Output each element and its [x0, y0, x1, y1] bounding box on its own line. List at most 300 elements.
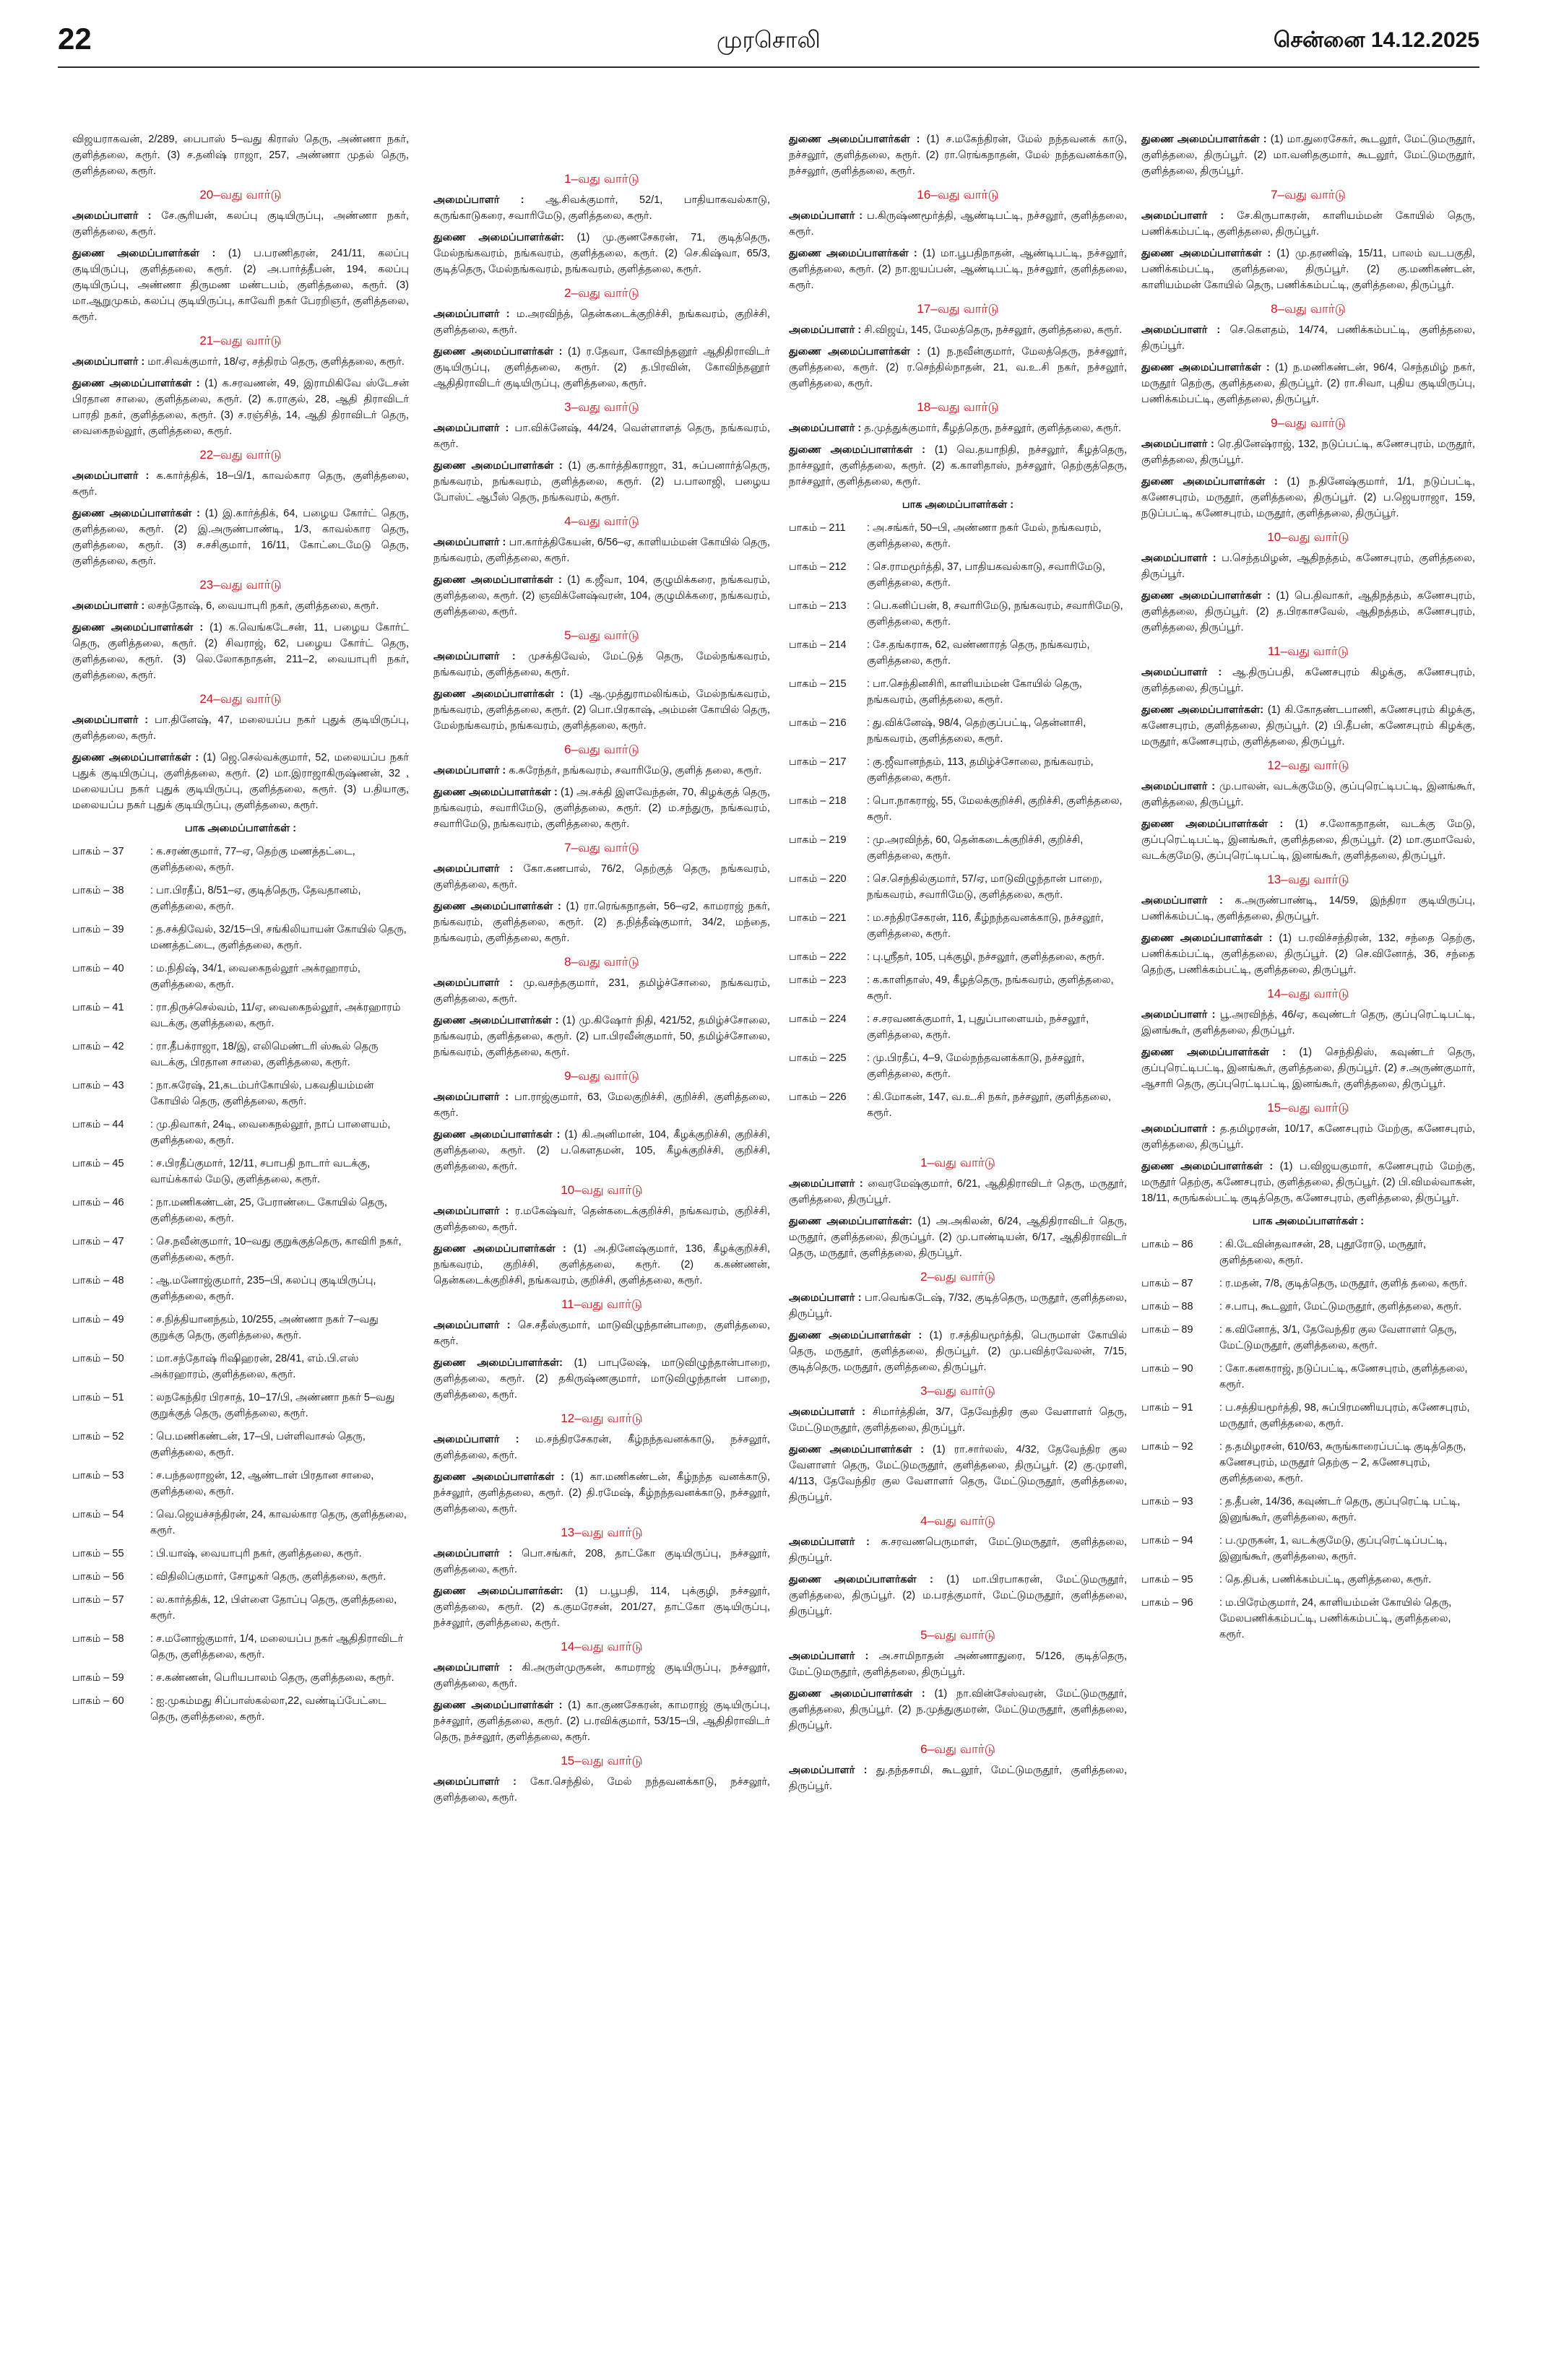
- officer-role-label: துணை அமைப்பாளர்கள் :: [1141, 590, 1271, 602]
- booth-number: பாகம் – 214: [789, 639, 847, 651]
- column-4: [1141, 131, 1475, 2371]
- officer-role-label: துணை அமைப்பாளர்கள்:: [433, 1585, 563, 1597]
- officer-details: செ.கௌதம், 14/74, பணிக்கம்பட்டி, குளித்தலை, திருப்பூர்.: [1141, 324, 1475, 352]
- officer-details: (1) மு.கிஷோர் நிதி, 421/52, தமிழ்ச்சோலை, நங்கவரம், குளித்தலை, கரூர். (2) பா.பிரவீன்குமார், 50, தமிழ்ச்சோலை, நங்கவரம், குளித்தலை, கரூர்.: [433, 1015, 770, 1058]
- page-header: [58, 20, 1479, 61]
- ward-heading: 15–வது வார்டு: [561, 1754, 643, 1767]
- officer-details: (1) அ.சக்தி இளவேந்தன், 70, கிழக்குத் தெரு, நங்கவரம், சவாரிமேடு, குளித்தலை, கரூர். (2) ம.சந்துரு, நங்கவரம், சவாரிமேடு, நங்கவரம், குளித்தலை, கரூர்.: [433, 787, 770, 830]
- booth-officer: : பொ.நாகராஜ், 55, மேலக்குறிச்சி, குறிச்சி, குளித்தலை, கரூர்.: [867, 795, 1123, 823]
- officer-details: பா.கார்த்திகேயன், 6/56–ஏ, காளியம்மன் கோயில் தெரு, நங்கவரம், குளித்தலை, கரூர்.: [433, 537, 770, 564]
- officer-details: பொ.சங்கர், 208, தாட்கோ குடியிருப்பு, நச்சலூர், குளித்தலை, கரூர்.: [433, 1548, 770, 1575]
- officer-entry: [1141, 588, 1475, 636]
- officer-entry: [433, 535, 770, 566]
- booth-number: பாகம் – 90: [1141, 1363, 1193, 1375]
- booth-number: பாகம் – 55: [72, 1548, 124, 1559]
- ward-heading: 10–வது வார்டு: [1267, 530, 1349, 544]
- officer-role-label: துணை அமைப்பாளர்கள் :: [1141, 476, 1278, 488]
- booth-entry: [72, 1351, 409, 1382]
- booth-officer: : து.விக்னேஷ், 98/4, தெற்குப்பட்டி, தென்னாசி, நங்கவரம், குளித்தலை, கரூர்.: [867, 717, 1086, 745]
- booth-number: பாகம் – 60: [72, 1695, 124, 1707]
- officer-entry: [1141, 665, 1475, 696]
- booth-entry: [789, 676, 1127, 708]
- booth-entry: [72, 1670, 409, 1686]
- booth-entry: [789, 1089, 1127, 1121]
- booth-number: பாகம் – 40: [72, 963, 124, 974]
- officer-details: லசந்தோஷ், 6, வையாபுரி நகர், குளித்தலை, கரூர்.: [147, 600, 379, 612]
- officer-role-label: துணை அமைப்பாளர்கள் :: [433, 1129, 561, 1141]
- officer-details: மா.சிவக்குமார், 18/ஏ, சத்திரம் தெரு, குளித்தலை, கரூர்.: [147, 356, 405, 368]
- booth-number: பாகம் – 46: [72, 1197, 124, 1208]
- officer-role-label: துணை அமைப்பாளர்கள் :: [433, 460, 563, 472]
- officer-details: (1) ச.மகேந்திரன், மேல் நந்தவனக் காடு, நச்சலூர், குளித்தலை, கரூர். (2) ரா.ரெங்கநாதன், மேல் நந்தவனக்காடு, நச்சலூர், குளித்தலை, கரூர்.: [789, 134, 1127, 177]
- officer-entry: [72, 468, 409, 500]
- officer-role-label: அமைப்பாளர் :: [1141, 667, 1222, 678]
- ward-heading: 7–வது வார்டு: [564, 841, 639, 854]
- officer-entry: [433, 686, 770, 734]
- booth-number: பாகம் – 44: [72, 1119, 124, 1130]
- officer-details: சு.சரவணபெருமாள், மேட்டுமருதூர், குளித்தலை, திருப்பூர்.: [789, 1536, 1127, 1564]
- booth-entry: [789, 754, 1127, 786]
- officer-role-label: துணை அமைப்பாளர்கள் :: [72, 752, 199, 763]
- officer-role-label: அமைப்பாளர் :: [433, 977, 514, 989]
- booth-entry: [1141, 1276, 1475, 1291]
- officer-details: பா.ராஜ்குமார், 63, மேலகுறிச்சி, குறிச்சி, குளித்தலை, கரூர்.: [433, 1091, 770, 1119]
- officer-entry: [433, 572, 770, 620]
- officer-role-label: துணை அமைப்பாளர்கள் :: [1141, 1047, 1286, 1058]
- officer-role-label: துணை அமைப்பாளர்கள்:: [433, 232, 564, 243]
- officer-details: க.அருண்பாண்டி, 14/59, இந்திரா குடியிருப்பு, பணிக்கம்பட்டி, குளித்தலை, திருப்பூர்.: [1141, 895, 1475, 922]
- booth-entry: [72, 1631, 409, 1663]
- booth-number: பாகம் – 224: [789, 1013, 847, 1025]
- booth-officer: : கி.டேவின்தவாசன், 28, புதூரோடு, மருதூர், குளித்தலை, கரூர்.: [1219, 1239, 1427, 1266]
- officer-role-label: அமைப்பாளர் :: [789, 1765, 868, 1776]
- officer-entry: [72, 712, 409, 744]
- booth-entry: [72, 922, 409, 953]
- officer-role-label: அமைப்பாளர் :: [1141, 553, 1216, 564]
- officer-details: (1) க.வெங்கடேசன், 11, பழைய கோர்ட் தெரு, குளித்தலை, கரூர். (2) சிவராஜ், 62, பழைய கோர்ட் தெரு, குளித்தலை, கரூர். (3) லெ.லோகநாதன், 211–2, வையாபுரி நகர், குளித்தலை, கரூர்.: [72, 622, 409, 681]
- booth-number: பாகம் – 43: [72, 1080, 124, 1091]
- booth-officer: : ம.சந்திரசேகரன், 116, கீழ்நந்தவனக்காடு, நச்சலூர், குளித்தலை, கரூர்.: [867, 912, 1104, 940]
- booth-officer: : த.தமிழரசன், 610/63, சுருங்காரைப்பட்டி குடித்தெரு, கணேசபுரம், மருதூர் தெற்கு – 2, கணேசபுரம், குளித்தலை, கரூர்.: [1219, 1441, 1466, 1484]
- officer-details: பா.தினேஷ், 47, மலையப்ப நகர் புதுக் குடியிருப்பு, குளித்தலை, கரூர்.: [72, 714, 409, 742]
- booth-officer: : த.தீபன், 14/36, கவுண்டர் தெரு, குப்புரெட்டி பட்டி, இனுங்கூர், குளித்தலை, கரூர்.: [1219, 1496, 1461, 1523]
- officer-details: (1) நா.வின்சேஸ்வரன், மேட்டுமருதூர், குளித்தலை, திருப்பூர். (2) ந.முத்துகுமரன், மேட்டுமருதூர், குளித்தலை, திருப்பூர்.: [789, 1688, 1127, 1731]
- officer-role-label: அமைப்பாளர் :: [1141, 1123, 1216, 1135]
- officer-details: (1) கா.மணிகண்டன், கீழ்நந்த வனக்காடு, நச்சலூர், குளித்தலை, கரூர். (2) தி.ரமேஷ், கீழ்நந்தவனக்காடு, நச்சலூர், குளித்தலை, கரூர்.: [433, 1471, 770, 1515]
- officer-entry: [433, 1203, 770, 1235]
- officer-details: (1) ர.தேவா, கோவிந்தனூர் ஆதிதிராவிடர் குடியிருப்பு, குளித்தலை, கரூர். (2) த.பிரவின், கோவிந்தனூர் ஆதிதிராவிடர் குடியிருப்பு, குளித்தலை, கரூர்.: [433, 346, 770, 389]
- officer-details: ர.மகேஷ்வர், தென்கடைக்குறிச்சி, நங்கவரம், குறிச்சி, குளித்தலை, கரூர்.: [433, 1206, 770, 1233]
- officer-entry: [1141, 1121, 1475, 1153]
- ward-heading: 9–வது வார்டு: [564, 1069, 639, 1083]
- officer-details: (1) ந.நவீன்குமார், மேலத்தெரு, நச்சலூர், குளித்தலை, கரூர். (2) ர.செந்தில்நாதன், 21, வ.உ.சி நகர், நச்சலூர், குளித்தலை, கரூர்.: [789, 346, 1127, 389]
- officer-role-label: துணை அமைப்பாளர்கள் :: [789, 134, 920, 145]
- officer-details: (1) மா.பிரபாகரன், மேட்டுமருதூர், குளித்தலை, திருப்பூர். (2) ம.பரத்குமார், மேட்டுமருதூர், குளித்தலை, திருப்பூர்.: [789, 1574, 1127, 1617]
- officer-role-label: அமைப்பாளர் :: [433, 194, 524, 206]
- officer-details: (1) ப.பூபதி, 114, புக்குழி, நச்சலூர், குளித்தலை, கரூர். (2) க.குமரேசன், 201/27, தாட்கோ குடியிருப்பு, நச்சலூர், குளித்தலை, கரூர்.: [433, 1585, 770, 1629]
- officer-entry: [1141, 930, 1475, 978]
- booth-officer: : ம.நிதிஷ், 34/1, வைகைநல்லூர் அக்ரஹாரம், குளித்தலை, கரூர்.: [150, 963, 360, 990]
- ward-heading: 18–வது வார்டு: [917, 400, 999, 414]
- booth-number: பாகம் – 94: [1141, 1535, 1193, 1546]
- officer-details: முசக்திவேல், மேட்டுத் தெரு, மேல்நங்கவரம், நங்கவரம், குளித்தலை, கரூர்.: [433, 651, 770, 678]
- booth-officer: : ப.சத்தியமூர்த்தி, 98, சுப்பிரமணியபுரம், கணேசபுரம், மருதூர், குளித்தலை, கரூர்.: [1219, 1402, 1470, 1429]
- officer-details: (1) அ.தினேஷ்குமார், 136, கீழக்குறிச்சி, நங்கவரம், குறிச்சி, குளித்தலை, கரூர். (2) க.கண்ணன், தென்கடைக்குறிச்சி, நங்கவரம், குறிச்சி, குளித்தலை, கரூர்.: [433, 1243, 770, 1286]
- officer-role-label: அமைப்பாளர் :: [433, 537, 506, 548]
- officer-role-label: அமைப்பாளர் :: [433, 1206, 509, 1217]
- column-3: [789, 131, 1127, 2371]
- officer-role-label: துணை அமைப்பாளர்கள் :: [433, 574, 562, 586]
- booth-officer: : ரா.திருச்செல்வம், 11/ஏ, வைகைநல்லூர், அக்ரஹாரம் வடக்கு, குளித்தலை, கரூர்.: [150, 1002, 401, 1029]
- booth-number: பாகம் – 215: [789, 678, 847, 690]
- booth-entry: [72, 1390, 409, 1421]
- officer-entry: [789, 1572, 1127, 1619]
- officer-details: து.தந்தசாமி, கூடலூர், மேட்டுமருதூர், குளித்தலை, திருப்பூர்.: [789, 1765, 1127, 1792]
- officer-entry: [433, 1013, 770, 1060]
- officer-role-label: அமைப்பாளர் :: [1141, 438, 1214, 450]
- booth-officer: : ம.பிரேம்குமார், 24, காளியம்மன் கோயில் தெரு, மேலபணிக்கம்பட்டி, பணிக்கம்பட்டி, குளித்தலை, கரூர்.: [1219, 1597, 1452, 1640]
- officer-entry: [789, 1686, 1127, 1734]
- ward-heading: 5–வது வார்டு: [564, 628, 639, 642]
- officer-role-label: அமைப்பாளர் :: [789, 1650, 869, 1662]
- booth-entry: [789, 715, 1127, 747]
- booth-officer: : பா.பிரதீப், 8/51–ஏ, குடித்தெரு, தேவதானம், குளித்தலை, கரூர்.: [150, 885, 361, 912]
- booth-number: பாகம் – 221: [789, 912, 847, 924]
- officer-details: அ.சாமிநாதன் அண்ணாதுரை, 5/126, குடித்தெரு, மேட்டுமருதூர், குளித்தலை, திருப்பூர்.: [789, 1650, 1127, 1678]
- officer-role-label: அமைப்பாளர் :: [1141, 1009, 1216, 1021]
- officer-entry: [433, 230, 770, 277]
- ward-heading: 17–வது வார்டு: [917, 302, 999, 316]
- booth-entry: [72, 1156, 409, 1187]
- booth-entry: [789, 871, 1127, 903]
- officer-entry: [433, 1774, 770, 1806]
- officer-details: பா.வெங்கடேஷ், 7/32, குடித்தெரு, மருதூர், குளித்தலை, திருப்பூர்.: [789, 1292, 1127, 1320]
- booth-entry: [72, 1569, 409, 1585]
- dateline: சென்னை 14.12.2025: [1273, 28, 1479, 52]
- booth-entry: [1141, 1400, 1475, 1432]
- booth-officer: : கு.ஜீவானந்தம், 113, தமிழ்ச்சோலை, நங்கவரம், குளித்தலை, கரூர்.: [867, 756, 1094, 784]
- booth-number: பாகம் – 87: [1141, 1278, 1193, 1289]
- officer-entry: [433, 1241, 770, 1289]
- officer-entry: [789, 208, 1127, 240]
- booth-officer: : ல.கார்த்திக், 12, பிள்ளை தோப்பு தெரு, குளித்தலை, கரூர்.: [150, 1594, 397, 1622]
- officer-details: ஆ.திருப்பதி, கணேசபுரம் கிழக்கு, கணேசபுரம், குளித்தலை, திருப்பூர்.: [1141, 667, 1475, 694]
- officer-entry: [433, 1546, 770, 1578]
- ward-heading: 12–வது வார்டு: [1267, 758, 1349, 772]
- officer-entry: [433, 763, 770, 779]
- booth-officer: : செ.செந்தில்குமார், 57/ஏ, மாடுவிழுந்தான் பாறை, நங்கவரம், சவாரிமேடு, குளித்தலை, கரூர்.: [867, 873, 1102, 901]
- booth-entry: [72, 1000, 409, 1031]
- booth-number: பாகம் – 211: [789, 522, 846, 534]
- ward-heading: 20–வது வார்டு: [199, 188, 282, 202]
- officer-role-label: துணை அமைப்பாளர்கள் :: [72, 622, 204, 633]
- booth-entry: [72, 844, 409, 875]
- officer-entry: [1141, 322, 1475, 354]
- officer-entry: [433, 1583, 770, 1631]
- ward-heading: 11–வது வார்டு: [561, 1297, 643, 1311]
- booth-officer: : ர.மதன், 7/8, குடித்தெரு, மருதூர், குளித் தலை, கரூர்.: [1219, 1278, 1468, 1289]
- booth-officer: : நா.சுரேஷ், 21,கடம்பர்கோயில், பகவதியம்மன் கோயில் தெரு, குளித்தலை, கரூர்.: [150, 1080, 374, 1107]
- officer-entry: [72, 354, 409, 370]
- booth-number: பாகம் – 225: [789, 1052, 847, 1064]
- ward-heading: 12–வது வார்டு: [561, 1411, 643, 1425]
- officer-details: சே.கிருபாகரன், காளியம்மன் கோயில் தெரு, பணிக்கம்பட்டி, குளித்தலை, திருப்பூர்.: [1141, 210, 1475, 238]
- officer-entry: [789, 1534, 1127, 1566]
- booth-entry: [1141, 1439, 1475, 1487]
- booth-entry: [789, 1011, 1127, 1043]
- booth-entry: [72, 1273, 409, 1304]
- booth-number: பாகம் – 49: [72, 1314, 124, 1325]
- booth-officer: : மு.திவாகர், 24டி, வைகைநல்லூர், நாப் பாளையம், குளித்தலை, கரூர்.: [150, 1119, 391, 1146]
- booth-officer: : கோ.கனகராஜ், நடுப்பட்டி, கணேசபுரம், குளித்தலை, கரூர்.: [1219, 1363, 1468, 1390]
- booth-entry: [1141, 1361, 1475, 1393]
- officer-entry: [789, 1442, 1127, 1505]
- officer-role-label: துணை அமைப்பாளர்கள் :: [789, 1688, 925, 1700]
- officer-role-label: துணை அமைப்பாளர்கள் :: [1141, 1161, 1274, 1172]
- officer-role-label: துணை அமைப்பாளர்கள்:: [789, 1216, 912, 1227]
- officer-details: (1) கா.குணசேகரன், காமராஜ் குடியிருப்பு, நச்சலூர், குளித்தலை, கரூர். (2) ப.ரவிக்குமார், 53/15–பி, ஆதிதிராவிடர் தெரு, நச்சலூர், குளித்தலை, கரூர்.: [433, 1700, 770, 1743]
- officer-details: த.தமிழரசன், 10/17, கணேசபுரம் மேற்கு, கணேசபுரம், குளித்தலை, திருப்பூர்.: [1141, 1123, 1475, 1151]
- officer-entry: [789, 322, 1127, 338]
- booth-officer: : பு.ஸ்ரீதர், 105, புக்குழி, நச்சலூர், குளித்தலை, கரூர்.: [867, 951, 1105, 963]
- officer-entry: [789, 246, 1127, 293]
- booth-number: பாகம் – 92: [1141, 1441, 1193, 1453]
- ward-heading: 3–வது வார்டு: [920, 1384, 995, 1398]
- officer-entry: [1141, 208, 1475, 240]
- booth-entry: [72, 1234, 409, 1265]
- officer-entry: [433, 899, 770, 946]
- booth-entry: [72, 1592, 409, 1624]
- ward-heading: 22–வது வார்டு: [199, 448, 282, 462]
- booth-number: பாகம் – 226: [789, 1091, 847, 1103]
- officer-role-label: அமைப்பாளர் :: [72, 356, 145, 368]
- booth-officer: : தெ.திபக், பணிக்கம்பட்டி, குளித்தலை, கரூர்.: [1219, 1574, 1432, 1585]
- booth-officers-heading: பாக அமைப்பாளர்கள் :: [902, 499, 1014, 511]
- officer-role-label: துணை அமைப்பாளர்கள் :: [433, 901, 561, 912]
- officer-details: (1) ஜெ.செல்வக்குமார், 52, மலையப்ப நகர் புதுக் குடியிருப்பு, குளித்தலை, கரூர். (2) மா.இராஜாகிருஷ்ணன், 32 , மலையப்ப நகர் புதுக் குடியிருப்பு, குளித்தலை, கரூர். (3) ப.தியாகு, மலையப்ப நகர் புதுக் குடியிருப்பு, குளித்தலை, கரூர்.: [72, 752, 409, 811]
- booth-number: பாகம் – 217: [789, 756, 847, 768]
- officer-entry: [1141, 550, 1475, 582]
- booth-number: பாகம் – 38: [72, 885, 124, 896]
- officer-role-label: அமைப்பாளர் :: [1141, 324, 1221, 336]
- booth-number: பாகம் – 59: [72, 1672, 124, 1684]
- booth-officer: : பெ.மணிகண்டன், 17–பி, பள்ளிவாசல் தெரு, குளித்தலை, கரூர்.: [150, 1431, 366, 1458]
- booth-number: பாகம் – 45: [72, 1158, 124, 1169]
- booth-number: பாகம் – 57: [72, 1594, 124, 1606]
- booth-entry: [72, 1117, 409, 1148]
- officer-role-label: துணை அமைப்பாளர்கள் :: [433, 1015, 559, 1026]
- officer-details: கி.அருள்முருகன், காமராஜ் குடியிருப்பு, நச்சலூர், குளித்தலை, கரூர்.: [433, 1662, 770, 1689]
- officer-entry: [1141, 131, 1475, 179]
- booth-entry: [789, 559, 1127, 591]
- booth-officer: : ச.பாபு, கூடலூர், மேட்டுமருதூர், குளித்தலை, கரூர்.: [1219, 1301, 1462, 1312]
- officer-role-label: துணை அமைப்பாளர்கள் :: [1141, 362, 1270, 373]
- officer-entry: [72, 620, 409, 683]
- ward-heading: 13–வது வார்டு: [1267, 873, 1349, 886]
- ward-heading: 3–வது வார்டு: [564, 400, 639, 414]
- officer-role-label: துணை அமைப்பாளர்கள் :: [433, 787, 558, 798]
- booth-number: பாகம் – 91: [1141, 1402, 1193, 1414]
- officer-entry: [433, 1127, 770, 1174]
- officer-details: (1) ஆ.முத்துராமலிங்கம், மேல்நங்கவரம், நங்கவரம், குளித்தலை, கரூர். (2) பொ.பிரகாஷ், அம்மன் கோயில் தெரு, மேல்நங்கவரம், நங்கவரம், குளித்தலை, கரூர்.: [433, 688, 770, 732]
- header-rule: [58, 66, 1479, 68]
- officer-entry: [433, 306, 770, 338]
- officer-entry: [1141, 246, 1475, 293]
- booth-officer: : செ.ராமமூர்த்தி, 37, பாதியகவல்காடு, சவாரிமேடு, குளித்தலை, கரூர்.: [867, 561, 1105, 589]
- booth-officer: : மு.அரவிந்த், 60, தென்கடைக்குறிச்சி, குறிச்சி, குளித்தலை, கரூர்.: [867, 834, 1084, 862]
- ward-heading: 21–வது வார்டு: [199, 334, 282, 347]
- officer-role-label: அமைப்பாளர் :: [1141, 210, 1224, 222]
- booth-entry: [72, 1078, 409, 1109]
- ward-heading: 13–வது வார்டு: [561, 1526, 643, 1539]
- officer-role-label: அமைப்பாளர் :: [789, 1406, 865, 1418]
- officer-role-label: அமைப்பாளர் :: [789, 1536, 870, 1548]
- officer-details: (1) ச.லோகநாதன், வடக்கு மேடு, குப்புரெட்டிபட்டி, இனங்கூர், குளித்தலை, திருப்பூர். (2) மா.குமாவேல், வடக்குமேடு, குப்புரெட்டிபட்டி, இனங்கூர், குளித்தலை, திருப்பூர்.: [1141, 818, 1475, 862]
- officer-entry: [433, 1432, 770, 1463]
- booth-number: பாகம் – 222: [789, 951, 847, 963]
- officer-entry: [433, 420, 770, 452]
- ward-heading: 4–வது வார்டு: [564, 514, 639, 528]
- ward-heading: 24–வது வார்டு: [199, 692, 282, 706]
- ward-heading: 1–வது வார்டு: [920, 1156, 995, 1169]
- booth-officer: : விதிலிப்குமார், சோழகர் தெரு, குளித்தலை, கரூர்.: [150, 1571, 386, 1583]
- booth-entry: [789, 832, 1127, 864]
- officer-role-label: அமைப்பாளர் :: [72, 210, 152, 222]
- officer-details: (1) அ.அகிலன், 6/24, ஆதிதிராவிடர் தெரு, மருதூர், குளித்தலை, திருப்பூர். (2) மு.பாண்டியன், 6/17, ஆதிதிராவிடர் தெரு, மருதூர், குளித்தலை, திருப்பூர்.: [789, 1216, 1127, 1259]
- officer-entry: [433, 192, 770, 224]
- officer-entry: [1141, 1044, 1475, 1092]
- officer-details: (1) ந.மணிகண்டன், 96/4, செந்தமிழ் நகர், மருதூர் தெற்கு, குளித்தலை, திருப்பூர். (2) ரா.சிவா, புதிய குடியிருப்பு, பணிக்கம்பட்டி, குளித்தலை, திருப்பூர்.: [1141, 362, 1475, 405]
- officer-role-label: அமைப்பாளர் :: [433, 423, 509, 434]
- booth-number: பாகம் – 53: [72, 1470, 124, 1481]
- officer-details: (1) க.ஜீவா, 104, குழுமிக்கரை, நங்கவரம், குளித்தலை, கரூர். (2) ஞவிக்னேஷ்வரன், 104, குழுமிக்கரை, நங்கவரம், குளித்தலை, கரூர்.: [433, 574, 770, 618]
- officer-role-label: அமைப்பாளர் :: [72, 470, 150, 482]
- officer-details: (1) மா.துரைசேகர், கூடலூர், மேட்டுமருதூர், குளித்தலை, திருப்பூர். (2) மா.வனிதகுமார், கூடலூர், மேட்டுமருதூர், குளித்தலை, திருப்பூர்.: [1141, 134, 1475, 177]
- officer-details: பூ.அரவிந்த், 46/ஏ, கவுண்டர் தெரு, குப்புரெட்டிபட்டி, இனங்கூர், குளித்தலை, திருப்பூர்.: [1141, 1009, 1475, 1037]
- officer-entry: [433, 1660, 770, 1692]
- officer-role-label: துணை அமைப்பாளர்கள்:: [1141, 704, 1264, 716]
- officer-entry: [1141, 474, 1475, 522]
- officer-details: (1) செந்திதிஸ், கவுண்டர் தெரு, குப்புரெட்டிபட்டி, இனங்கூர், குளித்தலை, திருப்பூர். (2) ச.அருண்குமார், ஆசாரி தெரு, குப்புரெட்டிபட்டி, இனங்கூர், குளித்தலை, திருப்பூர்.: [1141, 1047, 1475, 1090]
- officer-entry: [789, 1404, 1127, 1436]
- booth-officer: : த.சக்திவேல், 32/15–பி, சங்கிலியாயன் கோயில் தெரு, மணத்தட்டை, குளித்தலை, கரூர்.: [150, 924, 407, 951]
- booth-officer: : பி.யாஷ், வையாபுரி நகர், குளித்தலை, கரூர்.: [150, 1548, 362, 1559]
- officer-details: (1) ந.தினேஷ்குமார், 1/1, நடுப்பட்டி, கணேசபுரம், மருதூர், குளித்தலை, திருப்பூர். (2) ப.ஜெயராஜா, 159, நடுப்பட்டி, கணேசபுரம், மருதூர், குளித்தலை, திருப்பூர்.: [1141, 476, 1475, 519]
- booth-officers-heading: பாக அமைப்பாளர்கள் :: [184, 823, 297, 834]
- officer-details: கோ.செந்தில், மேல் நந்தவனக்காடு, நச்சலூர், குளித்தலை, கரூர்.: [433, 1776, 770, 1804]
- ward-heading: 10–வது வார்டு: [561, 1183, 643, 1197]
- booth-entry: [789, 637, 1127, 669]
- officer-details: (1) பெ.திவாகர், ஆதிநத்தம், கணேசபுரம், குளித்தலை, திருப்பூர். (2) த.பிரகாசவேல், ஆதிநத்தம், கணேசபுரம், குளித்தலை, திருப்பூர்.: [1141, 590, 1475, 633]
- officer-role-label: துணை அமைப்பாளர்கள் :: [433, 1243, 566, 1255]
- booth-entry: [789, 598, 1127, 630]
- officer-details: (1) பாபுலேஷ், மாடுவிழுந்தான்பாறை, குளித்தலை, கரூர். (2) தகிருஷ்ணகுமார், மாடுவிழுந்தான் பாறை, குளித்தலை, கரூர்.: [433, 1357, 770, 1401]
- officer-entry: [1141, 893, 1475, 925]
- booth-entry: [72, 1507, 409, 1539]
- officer-role-label: அமைப்பாளர் :: [433, 765, 506, 776]
- ward-heading: 14–வது வார்டு: [1267, 987, 1349, 1000]
- officer-details: (1) மு.தரணிஷ், 15/11, பாலம் வடபகுதி, பணிக்கம்பட்டி, குளித்தலை, திருப்பூர். (2) கு.மணிகண்டன், காளியம்மன் கோயில் தெரு, பணிக்கம்பட்டி, குளித்தலை, திருப்பூர்.: [1141, 248, 1475, 291]
- booth-number: பாகம் – 41: [72, 1002, 124, 1013]
- officer-details: ப.கிருஷ்ணமூர்த்தி, ஆண்டிபட்டி, நச்சலூர், குளித்தலை, கரூர்.: [789, 210, 1127, 238]
- booth-number: பாகம் – 39: [72, 924, 124, 935]
- officer-details: (1) வெ.தயாநிதி, நச்சலூர், கீழத்தெரு, நாச்சலூர், குளித்தலை, கரூர். (2) க.காளிதாஸ், நச்சலூர், தெற்குத்தெரு, நாச்சலூர், குளித்தலை, கரூர்.: [789, 444, 1127, 488]
- booth-officer: : சே.தங்கராசு, 62, வண்ணாரத் தெரு, நங்கவரம், குளித்தலை, கரூர்.: [867, 639, 1090, 667]
- officer-role-label: துணை அமைப்பாளர்கள் :: [72, 508, 200, 519]
- booth-entry: [1141, 1322, 1475, 1354]
- ward-heading: 4–வது வார்டு: [920, 1514, 995, 1528]
- officer-details: ம.சந்திரசேகரன், கீழ்நந்தவனக்காடு, நச்சலூர், குளித்தலை, கரூர்.: [433, 1434, 770, 1461]
- ward-heading: 15–வது வார்டு: [1267, 1101, 1349, 1115]
- officer-details: (1) மா.பூபதிநாதன், ஆண்டிபட்டி, நச்சலூர், குளித்தலை, கரூர். (2) நா.ஐயப்பன், ஆண்டிபட்டி, நச்சலூர், குளித்தலை, கரூர்.: [789, 248, 1127, 291]
- booth-entry: [72, 1468, 409, 1500]
- ward-heading: 23–வது வார்டு: [199, 578, 282, 592]
- officer-entry: [433, 1317, 770, 1349]
- booth-number: பாகம் – 213: [789, 600, 847, 612]
- officer-details: பா.விக்னேஷ், 44/24, வெள்ளாளத் தெரு, நங்கவரம், கரூர்.: [433, 423, 770, 450]
- officer-role-label: துணை அமைப்பாளர்கள் :: [789, 1574, 933, 1585]
- officer-role-label: அமைப்பாளர் :: [433, 1434, 519, 1445]
- officer-entry: [789, 1328, 1127, 1375]
- booth-entry: [1141, 1299, 1475, 1315]
- ward-heading: 2–வது வார்டு: [564, 286, 639, 300]
- column-1: [72, 131, 409, 2371]
- officer-details: (1) மு.குணசேகரன், 71, குடித்தெரு, மேல்நங்கவரம், நங்கவரம், குளித்தலை, கரூர். (2) செ.கிஷ்வா, 65/3, குடித்தெரு, மேல்நங்கவரம், நங்கவரம், குளித்தலை, கரூர்.: [433, 232, 770, 275]
- booth-number: பாகம் – 86: [1141, 1239, 1193, 1250]
- officer-entry: [433, 344, 770, 391]
- officer-entry: [789, 1213, 1127, 1261]
- ward-heading: 2–வது வார்டு: [920, 1270, 995, 1284]
- booth-officers-heading: பாக அமைப்பாளர்கள் :: [1252, 1216, 1365, 1227]
- officer-role-label: துணை அமைப்பாளர்கள்:: [433, 1357, 563, 1369]
- officer-details: (1) ப.பரணிதரன், 241/11, கலப்பு குடியிருப்பு, குளித்தலை, கரூர். (2) அ.பார்த்தீபன், 194, கலப்பு குடியிருப்பு, அண்ணா திருமண மண்டபம், குளித்தலை, கரூர். (3) மா.ஆறுமுகம், கலப்பு குடியிருப்பு, காவேரி நகர் பேரறிஞர், குளித்தலை, கரூர்.: [72, 248, 409, 323]
- booth-entry: [1141, 1494, 1475, 1526]
- officer-entry: [72, 376, 409, 439]
- booth-entry: [789, 793, 1127, 825]
- booth-officer: : ச.பந்தலராஜன், 12, ஆண்டாள் பிரதான சாலை, குளித்தலை, கரூர்.: [150, 1470, 374, 1497]
- ward-heading: 6–வது வார்டு: [920, 1742, 995, 1756]
- booth-number: பாகம் – 50: [72, 1353, 124, 1364]
- officer-role-label: அமைப்பாளர் :: [72, 714, 149, 726]
- officer-details: சி.விஜய், 145, மேலத்தெரு, நச்சலூர், குளித்தலை, கரூர்.: [864, 324, 1123, 336]
- booth-entry: [789, 1050, 1127, 1082]
- booth-officer: : நா.மணிகண்டன், 25, பேராண்டை கோயில் தெரு, குளித்தலை, கரூர்.: [150, 1197, 387, 1224]
- booth-number: பாகம் – 212: [789, 561, 847, 573]
- booth-entry: [72, 1693, 409, 1725]
- officer-entry: [433, 861, 770, 893]
- booth-officer: : செ.நவீன்குமார், 10–வது குறுக்குத்தெரு, காவிரி நகர், குளித்தலை, கரூர்.: [150, 1236, 402, 1263]
- officer-role-label: அமைப்பாளர் :: [789, 210, 863, 222]
- officer-role-label: துணை அமைப்பாளர்கள் :: [1141, 134, 1267, 145]
- officer-entry: [789, 442, 1127, 490]
- officer-role-label: துணை அமைப்பாளர்கள் :: [433, 1700, 563, 1711]
- officer-entry: [1141, 779, 1475, 810]
- officer-role-label: துணை அமைப்பாளர்கள் :: [789, 346, 921, 358]
- booth-officer: : ஐ.முகம்மது சிப்பாஸ்கல்லா,22, வண்டிப்பேட்டை தெரு, குளித்தலை, கரூர்.: [150, 1695, 386, 1723]
- officer-details: கோ.கணபால், 76/2, தெற்குத் தெரு, நங்கவரம், குளித்தலை, கரூர்.: [433, 863, 770, 891]
- officer-role-label: அமைப்பாளர் :: [789, 324, 862, 336]
- booth-number: பாகம் – 52: [72, 1431, 124, 1442]
- officer-role-label: துணை அமைப்பாளர்கள் :: [433, 346, 563, 358]
- officer-role-label: அமைப்பாளர் :: [72, 600, 145, 612]
- officer-entry: [433, 458, 770, 506]
- officer-details: (1) ரா.ரெங்கநாதன், 56–ஏ2, காமராஜ் நகர், நங்கவரம், குளித்தலை, கரூர். (2) த.நித்தீஷ்குமார், 34/2, மந்தை, நங்கவரம், குளித்தலை, கரூர்.: [433, 901, 770, 944]
- booth-entry: [1141, 1595, 1475, 1643]
- officer-role-label: அமைப்பாளர் :: [789, 423, 862, 434]
- booth-officer: : லநகேந்திர பிரசாத், 10–17/பி, அண்ணா நகர் 5–வது குறுக்குத் தெரு, குளித்தலை, கரூர்.: [150, 1392, 395, 1419]
- ward-heading: 14–வது வார்டு: [561, 1640, 643, 1653]
- booth-entry: [789, 520, 1127, 552]
